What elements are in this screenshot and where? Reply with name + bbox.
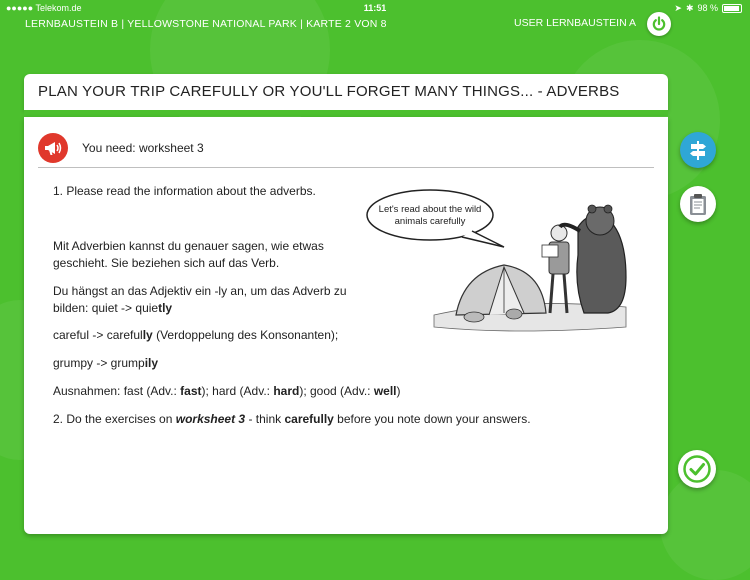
- info-paragraph-1-line2: geschieht. Sie beziehen sich auf das Verb.: [53, 255, 280, 270]
- step-2-text: 2. Do the exercises on: [53, 412, 176, 426]
- content-card: [24, 117, 668, 534]
- megaphone-badge: [38, 133, 68, 163]
- background-decoration: [660, 470, 750, 580]
- power-button[interactable]: [647, 12, 671, 36]
- battery-icon: [722, 4, 742, 13]
- worksheet-reference: worksheet 3: [175, 412, 246, 426]
- clock: 11:51: [363, 3, 387, 13]
- exceptions-text: Ausnahmen: fast (Adv.:: [53, 384, 181, 398]
- you-need-row: [38, 133, 204, 163]
- status-right: [674, 0, 742, 16]
- clipboard-button[interactable]: [680, 186, 716, 222]
- example-grumpy-pre: grumpy -> grump: [53, 356, 145, 370]
- suffix-highlight: tly: [158, 300, 173, 315]
- adverb-highlight: carefully: [284, 412, 334, 426]
- checkmark-icon: [682, 454, 712, 484]
- exception-word: fast: [180, 384, 202, 398]
- breadcrumb: LERNBAUSTEIN B | YELLOWSTONE NATIONAL PARK | KARTE 2 VON 8: [25, 18, 387, 30]
- example-careful-pre: careful -> careful: [53, 328, 143, 342]
- speech-bubble-line1: Let's read about the wild: [378, 204, 482, 215]
- info-paragraph-2: [53, 283, 347, 316]
- info-paragraph-1: [53, 238, 324, 271]
- exceptions-text: ): [396, 384, 401, 398]
- exceptions-text: ); good (Adv.:: [299, 384, 374, 398]
- speech-bubble-line2: animals carefully: [394, 216, 466, 227]
- location-icon: ➤: [674, 3, 682, 13]
- user-name: USER LERNBAUSTEIN A: [514, 17, 636, 29]
- clipboard-icon: [687, 192, 709, 216]
- carrier-label: ●●●●● Telekom.de: [6, 3, 82, 13]
- battery-percent: 98 %: [697, 3, 718, 13]
- divider: [38, 167, 654, 168]
- exceptions: [53, 383, 401, 400]
- page-title: PLAN YOUR TRIP CAREFULLY OR YOU'LL FORGET MANY THINGS... - ADVERBS: [38, 83, 620, 100]
- power-icon: [651, 16, 667, 32]
- info-paragraph-2-line1: Du hängst an das Adjektiv ein -ly an, um das Adverb zu: [53, 284, 347, 298]
- complete-button[interactable]: [678, 450, 716, 488]
- suffix-highlight: ily: [144, 356, 159, 370]
- step-2-instruction: [53, 411, 531, 428]
- megaphone-icon: [43, 139, 63, 157]
- step-1-instruction: 1. Please read the information about the adverbs.: [53, 184, 316, 198]
- status-bar: [0, 0, 750, 16]
- exception-word: well: [373, 384, 397, 398]
- you-need-text: You need: worksheet 3: [82, 141, 204, 155]
- exceptions-text: ); hard (Adv.:: [201, 384, 274, 398]
- signpost-button[interactable]: [680, 132, 716, 168]
- step-2-text: - think: [245, 412, 285, 426]
- suffix-highlight: ly: [142, 328, 153, 342]
- example-grumpy: [53, 355, 158, 372]
- example-careful-post: (Verdoppelung des Konsonanten);: [152, 328, 339, 342]
- illustration: [364, 185, 632, 335]
- example-careful: [53, 327, 338, 344]
- signpost-icon: [686, 138, 710, 162]
- title-card: [24, 74, 668, 110]
- exception-word: hard: [273, 384, 300, 398]
- info-paragraph-2-line2: bilden: quiet -> quie: [53, 300, 159, 315]
- info-paragraph-1-line1: Mit Adverbien kannst du genauer sagen, wie etwas: [53, 239, 324, 253]
- bluetooth-icon: ✱: [685, 3, 694, 13]
- step-2-text: before you note down your answers.: [333, 412, 531, 426]
- camping-bear-illustration: [364, 185, 632, 335]
